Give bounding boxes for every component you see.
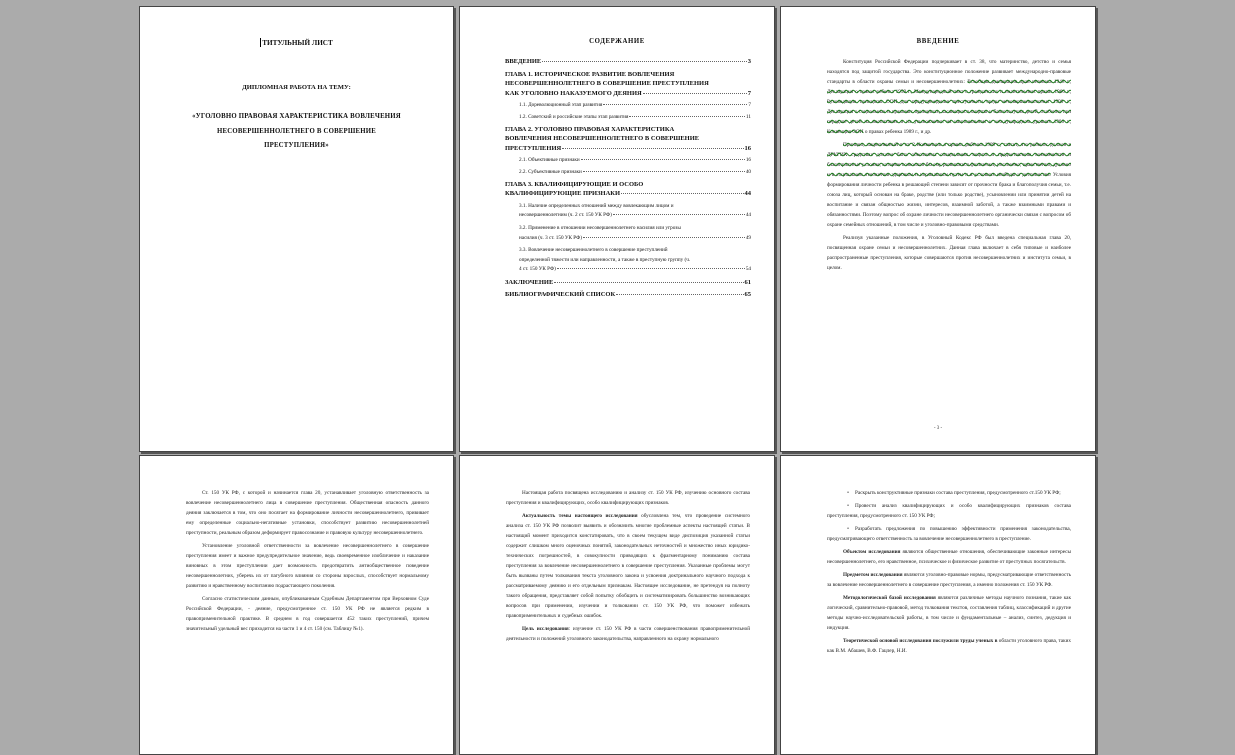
- page4-paragraph: Согласно статистическим данным, опубликованным Судебным Департаментом при Верховном Суде Российской Федерации, - деяние, предусмотренное ст. 150 УК РФ не является редким в правоприменительной практике. В среднем в год совершается 452 таких преступлений, причем значительный удельный вес приходится на части 1 и 4 ст. 150 (см. Таблицу №1).: [186, 596, 429, 632]
- toc-entry-text: КВАЛИФИЦИРУЮЩИЕ ПРИЗНАКИ: [505, 190, 621, 198]
- struck-text: Принцип, закрепленный в ст. 2 Конвенции о правах ребенка 1989 г., гласит, что ребенок должен в ДРУГИХ средствах должен быть обеспечена специальная защита и предоставлены возможности и благоприятные условия, которые позволяли бы ему развиваться физически, умственно, нравственно, духовно и в социальном отношении здоровым и нормальным путем и в условиях свободы и достоинства.: [827, 142, 1071, 178]
- toc-entry[interactable]: [505, 101, 751, 110]
- toc-entry[interactable]: [505, 180, 751, 199]
- toc-leader-dots: [616, 294, 743, 295]
- toc-leader-dots: [583, 171, 745, 172]
- page4-body: [186, 488, 429, 637]
- title-page: [139, 6, 454, 452]
- toc-entry-text: КАК УГОЛОВНО НАКАЗУЕМОГО ДЕЯНИЯ: [505, 89, 642, 97]
- toc-page-number: 49: [745, 234, 751, 241]
- toc-entry-text: 1.2. Советский и российские этапы этап развития: [519, 113, 629, 120]
- toc-entry[interactable]: [505, 202, 751, 221]
- toc-page-number: 7: [747, 89, 751, 97]
- toc-entry[interactable]: [505, 168, 751, 177]
- theory-paragraph: Теоретической основой исследования послужили труды ученых в области уголовного права, таких как В.М. Абашев, В.Ф. Гацлер, Н.И.: [827, 638, 1071, 654]
- toc-page-number: 3: [747, 58, 751, 65]
- toc-entry-text: определенной тяжести или направленности, а также в преступную группу (ч.: [519, 256, 691, 263]
- toc-entry-text: ВОВЛЕЧЕНИЯ НЕСОВЕРШЕННОЛЕТНЕГО В СОВЕРШЕНИЕ: [505, 135, 700, 143]
- toc-page-number: 44: [744, 190, 751, 198]
- toc-entry-text: несовершеннолетним (ч. 2 ст. 150 УК РФ): [519, 212, 612, 219]
- toc-entry[interactable]: [505, 290, 751, 300]
- toc-entry[interactable]: [505, 156, 751, 165]
- intro-paragraph-1: Конституция Российской Федерации подчеркивает в ст. 38, что материнство, детство и семья находятся под защитой государства. Это конституционное положение развивает международно-правовые стандарты в области охраны семьи и несовершеннолетних: Всеобщая декларация прав человека 1948 г., Декларация о правах ребенка 1959 г., Международный пакт о гражданских и политических правах 1966 г., Руководящие принципы ООН для предупреждения преступности среди несовершеннолетних 1990 г., Декларация о социальных и правовых принципах, касающихся защиты и благополучия детей, особенно при передаче детей на воспитание и их усыновлении на национальном и международном уровнях 1986 г., Конвенция ООН о правах ребенка 1989 г., и др.: [827, 59, 1071, 135]
- toc-entry[interactable]: [505, 278, 751, 288]
- toc-leader-dots: [557, 268, 745, 269]
- intro-paragraph-3: Реализуя указанные положения, в Уголовный Кодекс РФ был введена специальная глава 20, посвященная охране семьи и несовершеннолетних. Данная глава включает в себя типовые и наиболее распространенные преступления, которые совершаются против несовершеннолетних и института семьи, в целом.: [827, 235, 1071, 271]
- toc-page-number: 7: [748, 102, 751, 109]
- toc-leader-dots: [603, 104, 747, 105]
- toc-entry-text: ВВЕДЕНИЕ: [505, 58, 542, 65]
- intro-paragraph-2: Принцип, закрепленный в ст. 2 Конвенции о правах ребенка 1989 г., гласит, что ребенок должен в ДРУГИХ средствах должен быть обеспечена специальная защита и предоставлены возможности и благоприятные условия, которые позволяли бы ему развиваться физически, умственно, нравственно, духовно и в социальном отношении здоровым и нормальным путем и в условиях свободы и достоинства. Условия формирования личности ребенка в решающей степени зависят от прочности брака и благополучия семьи, т.е. союза лиц, который основан на браке, родстве (или только родстве), усыновлении или принятии детей на воспитание и связан общностью жизни, интересов, взаимной заботой, а также взаимными правами и обязанностями. Поэтому вопрос об охране личности несовершеннолетнего органически связан с вопросом об охране семейных отношений, в том числе и уголовно-правовыми средствами.: [827, 142, 1071, 228]
- body-page-6: [780, 455, 1096, 755]
- body-page-4: [139, 455, 454, 755]
- topic-line: ПРЕСТУПЛЕНИЯ»: [264, 142, 329, 149]
- toc-entry-text: ПРЕСТУПЛЕНИЯ: [505, 144, 562, 152]
- toc-entry-text: НЕСОВЕРШЕННОЛЕТНЕГО В СОВЕРШЕНИЕ ПРЕСТУПЛЕНИЯ: [505, 80, 709, 88]
- toc-leader-dots: [613, 214, 745, 215]
- toc-page-number: 65: [744, 291, 751, 299]
- struck-text: Всеобщая декларация прав человека 1948 г., Декларация о правах ребенка 1959 г., Международный пакт о гражданских и политических правах 1966 г., Руководящие принципы ООН для предупреждения преступности среди несовершеннолетних 1990 г., Декларация о социальных и правовых принципах, касающихся защиты и благополучия детей, особенно при передаче детей на воспитание и их усыновлении на национальном и международном уровнях 1986 г., Конвенция ООН: [827, 79, 1071, 135]
- task-bullet: • Провести анализ квалифицирующих и особо квалифицирующих признаков состава преступления, предусмотренного ст. 150 УК РФ;: [827, 501, 1071, 521]
- toc-leader-dots: [581, 159, 745, 160]
- toc-leader-dots: [629, 116, 745, 117]
- title-page-heading: ТИТУЛЬНЫЙ ЛИСТ: [262, 39, 333, 47]
- toc-page: [459, 6, 775, 452]
- toc-entry-text: 2.2. Субъективные признаки: [519, 168, 582, 175]
- toc-leader-dots: [621, 193, 743, 194]
- toc-entry-text: насилия (ч. 3 ст. 150 УК РФ): [519, 234, 582, 241]
- toc-entry[interactable]: [505, 57, 751, 67]
- toc-page-number: 11: [746, 113, 751, 120]
- toc-entry[interactable]: [505, 224, 751, 243]
- toc-entry-text: 1.1. Дореволюционный этап развития: [519, 102, 603, 109]
- toc-entry-text: 4 ст. 150 УК РФ): [519, 266, 556, 273]
- toc-entry-text: ЗАКЛЮЧЕНИЕ: [505, 278, 554, 286]
- subject-paragraph: Предметом исследования являются уголовно-правовые нормы, предусматривающие ответственность за вовлечение несовершеннолетнего в совершение преступления, а именно положения ст. 150 УК РФ.: [827, 572, 1071, 588]
- task-bullet: • Раскрыть конструктивные признаки состава преступления, предусмотренного ст.150 УК РФ;: [827, 488, 1071, 498]
- toc-entry[interactable]: [505, 246, 751, 275]
- toc-page-number: 16: [745, 157, 751, 164]
- task-bullet: • Разработать предложения по повышению эффективности применения законодательства, предусматривающего ответственность за вовлечение несовершеннолетнего в преступление.: [827, 524, 1071, 544]
- toc-leader-dots: [554, 282, 743, 283]
- toc-leader-dots: [643, 93, 747, 94]
- toc-entry-text: БИБЛИОГРАФИЧЕСКИЙ СПИСОК: [505, 291, 616, 299]
- toc-entry-text: 2.1. Объективные признаки: [519, 157, 580, 164]
- page5-paragraph: Актуальность темы настоящего исследования обусловлена тем, что проведение системного анализа ст. 150 УК РФ позволит выявить и обозначить многие проблемные аспекты настоящей статьи. В настоящий момент приходится констатировать, что в своем текущем виде диспозиция указанной статьи содержит слишком много оценочных понятий, законодательных неточностей и множество иных юридико-технических погрешностей, в совокупности приводящих к фрагментарному пониманию состава преступления за вовлечение несовершеннолетнего в совершение преступления. Указанные проблемы могут быть вызваны путем толкования текста уголовного закона и усвоения доктринального научного подхода к рассматриваемому деянию и его отдельным признакам. Настоящее исследование, не претендуя на полноту такого обращения, представляет собой попытку обобщить и систематизировать большинство возникающих вопросов при применении, изучении и толковании ст. 150 УК РФ, что поможет избежать правоприменительных и судебных ошибок.: [506, 513, 750, 619]
- toc-leader-dots: [542, 61, 746, 62]
- toc-leader-dots: [562, 148, 743, 149]
- toc-entry-text: ГЛАВА 1. ИСТОРИЧЕСКОЕ РАЗВИТИЕ ВОВЛЕЧЕНИЯ: [505, 70, 675, 78]
- toc-page-number: 40: [745, 168, 751, 175]
- intro-page: [780, 6, 1096, 452]
- page5-body: [506, 488, 750, 647]
- toc-entry-text: ГЛАВА 3. КВАЛИФИЦИРУЮЩИЕ И ОСОБО: [505, 180, 644, 188]
- toc-entry-text: 3.2. Применение в отношении несовершеннолетнего насилия или угрозы: [519, 224, 681, 231]
- page6-body: [827, 488, 1071, 659]
- page-number: - 3 -: [933, 426, 943, 431]
- toc-entry-text: 3.3. Вовлечение несовершеннолетнего в совершение преступлений: [519, 247, 668, 254]
- page5-paragraph: Настоящая работа посвящена исследованию и анализу ст. 150 УК РФ, изучению основного состава преступления и квалифицирующих, особо квалифицирующих признаков.: [506, 490, 750, 506]
- body-page-5: [459, 455, 775, 755]
- intro-title: ВВЕДЕНИЕ: [916, 38, 960, 45]
- toc-entry[interactable]: [505, 70, 751, 99]
- toc-page-number: 44: [745, 212, 751, 219]
- toc-page-number: 54: [745, 266, 751, 273]
- toc-entry[interactable]: [505, 125, 751, 154]
- toc-title: СОДЕРЖАНИЕ: [589, 38, 645, 45]
- toc-list: [505, 57, 751, 303]
- page4-paragraph: Ст. 150 УК РФ, с которой и начинается глава 20, устанавливает уголовную ответственность за вовлечение несовершеннолетнего лица в совершение преступления. Общественная опасность данного деяния заключается в том, что оно посягает на формирование личности несовершеннолетнего, прививает ему определенные социально-негативные установки, способствует развитию несовершеннолетней преступности, реальным образом деформирует правосознание и правовую культуру несовершеннолетнего.: [186, 490, 429, 536]
- object-paragraph: Объектом исследования являются общественные отношения, обеспечивающие законные интересы несовершеннолетнего, его нравственное, психическое и физическое развитие от преступных посягательств.: [827, 549, 1071, 565]
- toc-entry[interactable]: [505, 113, 751, 122]
- toc-page-number: 16: [744, 144, 751, 152]
- page5-paragraph: Цель исследования: изучение ст. 150 УК РФ в части совершенствования правоприменительной деятельности и положений уголовного законодательства, направленного на охрану нормального: [506, 626, 751, 642]
- toc-page-number: 61: [744, 278, 751, 286]
- page4-paragraph: Установление уголовной ответственности за вовлечение несовершеннолетнего в совершение преступления имеет и важное предупредительное значение, ведь своевременное изобличение и наказание виновных в этом преступлении дает возможность предотвратить антиобщественное поведение несовершеннолетних, уберечь их от пагубного влияния со стороны взрослых, способствует нормальному развитию и нравственному воспитанию подрастающего поколения.: [186, 543, 429, 589]
- toc-entry-text: ГЛАВА 2. УГОЛОВНО ПРАВОВАЯ ХАРАКТЕРИСТИКА: [505, 125, 675, 133]
- title-page-subheading: ДИПЛОМНАЯ РАБОТА НА ТЕМУ:: [242, 84, 351, 91]
- toc-entry-text: 3.1. Наличие определенных отношений между вовлекающим лицом и: [519, 202, 674, 209]
- intro-body: [827, 57, 1071, 276]
- topic-line: «УГОЛОВНО ПРАВОВАЯ ХАРАКТЕРИСТИКА ВОВЛЕЧЕНИЯ: [192, 113, 401, 120]
- topic-line: НЕСОВЕРШЕННОЛЕТНЕГО В СОВЕРШЕНИЕ: [217, 127, 376, 135]
- method-paragraph: Методологической базой исследования являются различные методы научного познания, такие как логический, сравнительно-правовой, метод толкования текстов, составления таблиц, классификаций и другие методы научно-исследовательской работы, в том числе и фундаментальные – анализ, синтез, дедукция и индукция.: [827, 595, 1071, 631]
- toc-leader-dots: [583, 237, 745, 238]
- title-page-topic: [180, 110, 413, 154]
